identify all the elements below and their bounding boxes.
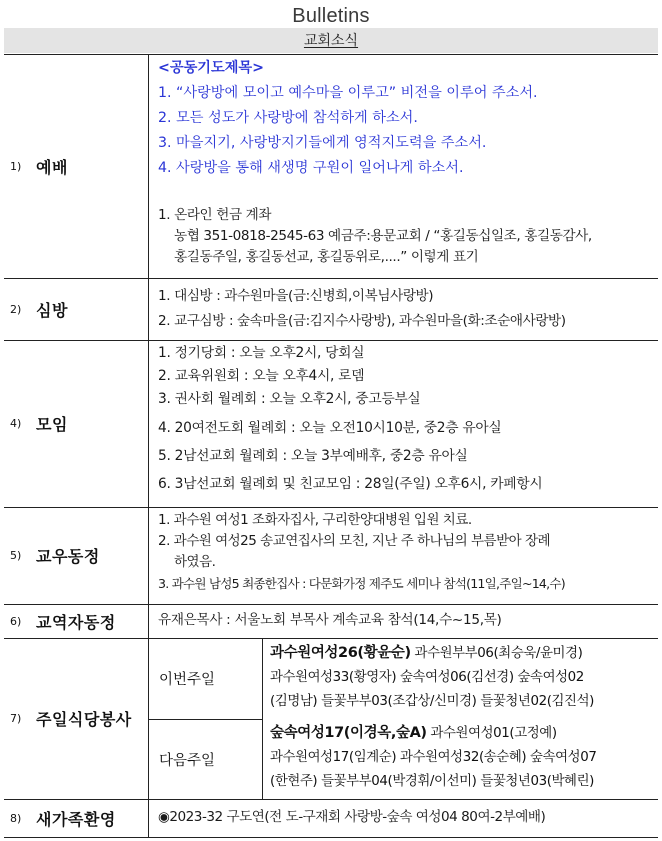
prayer-item: 2. 모든 성도가 사랑방에 참석하게 하소서.: [158, 110, 418, 126]
list-item: 1. 과수원 여성1 조화자집사, 구리한양대병원 입원 치료.: [158, 512, 472, 528]
section-title: 교역자동정: [36, 612, 116, 632]
prayer-list: [158, 56, 654, 181]
this-week-roster: [270, 641, 660, 714]
section-number: 8): [10, 811, 22, 825]
section-label-kitchen-service: [10, 638, 146, 799]
section-label-visitation: [10, 278, 146, 340]
this-week-label: 이번주일: [159, 672, 216, 688]
section-number: 1): [10, 159, 22, 173]
offering-info: [158, 205, 654, 268]
band-title: 교회소식: [303, 33, 359, 49]
section-label-staff-news: [10, 604, 146, 638]
staff-news: [158, 608, 654, 633]
offering-account: 농협 351-0818-2545-63 예금주:용문교회 / “홍길동십일조, 홍길동감사,: [174, 228, 592, 244]
list-item: 3. 권사회 월례회 : 오늘 오후2시, 중고등부실: [158, 391, 421, 407]
list-item: 4. 20여전도회 월례회 : 오늘 오전10시10분, 중2층 유아실: [158, 420, 502, 436]
subcolumn-divider: [262, 638, 263, 799]
team-line: (한현주) 들꽃부부04(박경휘/이선미) 들꽃청년03(박혜린): [270, 774, 594, 789]
section-label-member-news: [10, 507, 146, 604]
team: 과수원부부06(최승욱/윤미경): [410, 646, 583, 661]
member-news-list: [158, 510, 654, 594]
lead-team: 과수원여성26(황윤순): [270, 645, 411, 661]
list-item: 유재은목사 : 서울노회 부목사 계속교육 참석(14,수~15,목): [158, 612, 502, 628]
section-title: 주일식당봉사: [36, 710, 132, 729]
next-week-roster: [270, 721, 660, 794]
lead-team: 숲속여성17(이경옥,숲A): [270, 725, 427, 741]
section-title: 모임: [36, 415, 68, 434]
page-title: Bulletins: [292, 5, 370, 27]
list-item: 1. 대심방 : 과수원마을(금:신병희,이복님사랑방): [158, 288, 434, 304]
section-title: 예배: [36, 157, 68, 177]
list-item: 1. 정기당회 : 오늘 오후2시, 당회실: [158, 345, 365, 361]
visitation-list: [158, 284, 654, 334]
section-band: [4, 28, 658, 53]
list-item: 6. 3남선교회 월례회 및 친교모임 : 28일(주일) 오후6시, 카페항시: [158, 476, 543, 492]
section-number: 7): [10, 712, 22, 725]
team-line: (김명남) 들꽃부부03(조갑상/신미경) 들꽃청년02(김진석): [270, 694, 594, 709]
section-title: 교우동정: [36, 547, 100, 566]
meetings-list: [158, 343, 654, 500]
team: 과수원여성01(고정예): [426, 726, 557, 741]
list-item-continued: 하였음.: [174, 554, 216, 570]
section-label-new-family: [10, 799, 146, 837]
list-item: 2. 교구심방 : 숲속마을(금:김지수사랑방), 과수원마을(화:조순애사랑방): [158, 313, 566, 329]
section-number: 4): [10, 417, 22, 430]
list-item: 3. 과수원 남성5 최종한집사 : 다문화가정 제주도 세미나 참석(11일,주일~14,수): [158, 576, 565, 591]
next-week-label: 다음주일: [159, 752, 216, 769]
section-number: 2): [10, 302, 22, 316]
section-label-worship: [10, 54, 146, 278]
list-item: 2. 교육위원회 : 오늘 오후4시, 로뎀: [158, 368, 365, 384]
section-title: 심방: [36, 300, 68, 320]
team-line: 과수원여성33(황영자) 숲속여성06(김선경) 숲속여성02: [270, 670, 584, 685]
prayer-item: 1. “사랑방에 모이고 예수마을 이루고” 비전을 이루어 주소서.: [158, 85, 538, 101]
list-item: ◉2023-32 구도연(전 도-구재회 사랑방-숲속 여성04 80여-2부예배): [158, 809, 546, 825]
offering-heading: 1. 온라인 헌금 계좌: [158, 207, 272, 223]
divider: [4, 837, 658, 838]
prayer-item: 4. 사랑방을 통해 새생명 구원이 일어나게 하소서.: [158, 160, 464, 176]
section-title: 새가족환영: [36, 809, 116, 829]
offering-note: 홍길동주일, 홍길동선교, 홍길동위로,....” 이렇게 표기: [174, 249, 479, 265]
section-number: 6): [10, 614, 22, 628]
prayer-heading: <공동기도제목>: [158, 60, 265, 76]
team-line: 과수원여성17(임계순) 과수원여성32(송순혜) 숲속여성07: [270, 750, 597, 765]
list-item: 2. 과수원 여성25 송교연집사의 모친, 지난 주 하나님의 부름받아 장례: [158, 533, 551, 549]
section-label-meetings: [10, 340, 146, 507]
section-number: 5): [10, 549, 22, 562]
list-item: 5. 2남선교회 월례회 : 오늘 3부예배후, 중2층 유아실: [158, 448, 468, 464]
prayer-item: 3. 마을지기, 사랑방지기들에게 영적지도력을 주소서.: [158, 135, 487, 151]
new-family: [158, 805, 654, 830]
